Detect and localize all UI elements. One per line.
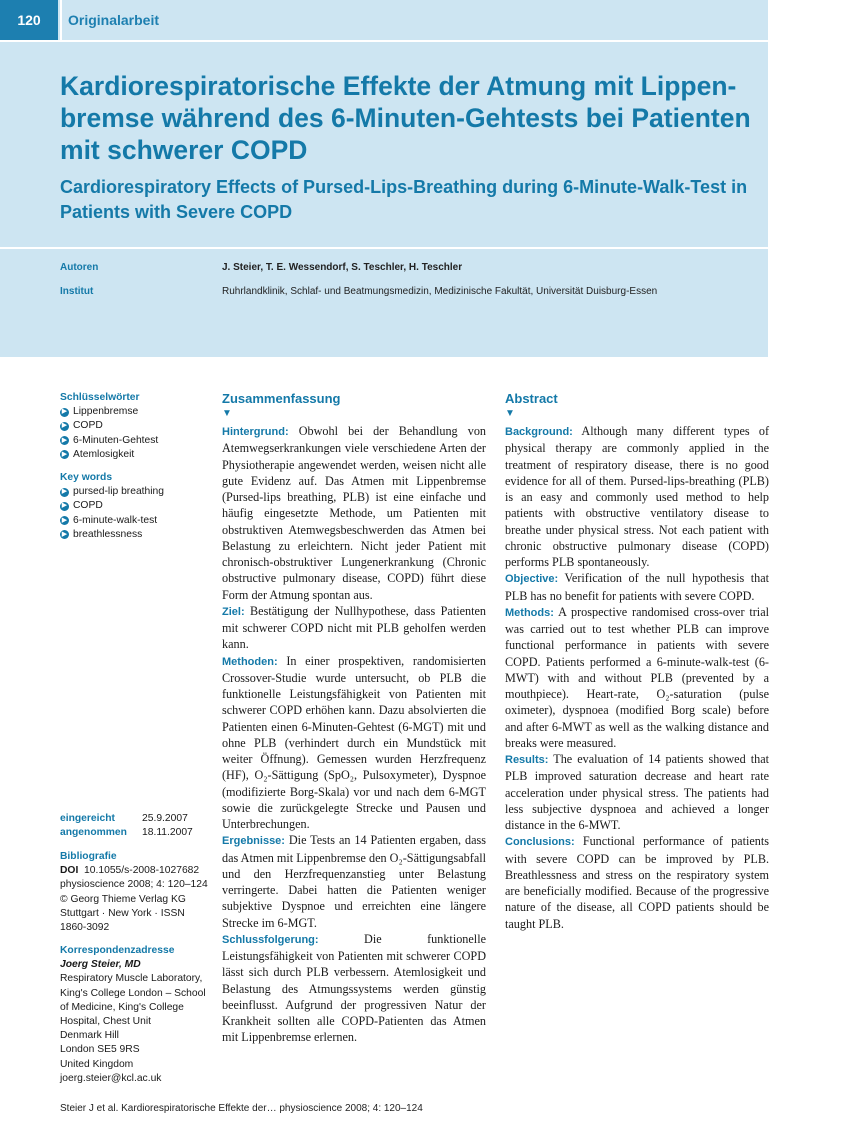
- keywords-english: [60, 471, 210, 542]
- summary-methods: [222, 653, 486, 833]
- keywords-en-label: Key words: [60, 472, 113, 483]
- label: Results:: [505, 754, 549, 766]
- bibliography-label: Bibliografie: [60, 851, 117, 862]
- correspondence-label: Korrespondenzadresse: [60, 945, 175, 956]
- title-german: Kardiorespiratorische Effekte der Atmung mit Lippenbremse während des 6-Minuten-Gehtests bei Patienten mit schwerer COPD: [60, 71, 751, 165]
- triangle-down-icon: ▼: [222, 408, 232, 419]
- bibliography: [60, 850, 210, 935]
- abstract-background: [505, 423, 769, 570]
- summary-conclusion: [222, 931, 486, 1046]
- label: Ziel:: [222, 605, 245, 618]
- authors-label: Autoren: [60, 262, 99, 273]
- arrow-right-icon: ▶: [61, 530, 68, 538]
- submission-dates: [60, 812, 193, 840]
- keyword-item: [60, 419, 210, 433]
- received-label: eingereicht: [60, 813, 115, 824]
- keyword-item: [60, 405, 210, 419]
- text: Die funktionelle Leistungsfähigkeit von Patienten mit schwerer COPD lässt sich durch PLB verbessern. Atemlosigkeit und Belastung des Atmungssystems werden günstig beeinflusst. Aufgrund der progressiven Natur der Krankheit sollten alle COPD-Patienten das Atmen mit Lippenbremse erlernen.: [222, 931, 486, 1045]
- institute-label: Institut: [60, 286, 94, 297]
- title-english: Cardiorespiratory Effects of Pursed-Lips-Breathing during 6-Minute-Walk-Test in Patients with Severe COPD: [60, 177, 748, 222]
- keyword-item: [60, 499, 210, 513]
- keyword-text: pursed-lip breathing: [73, 486, 165, 498]
- keyword-text: Atemlosigkeit: [73, 448, 135, 460]
- institute: Ruhrlandklinik, Schlaf- und Beatmungsmedizin, Medizinische Fakultät, Universität Duisburg-Essen: [222, 286, 658, 297]
- text: Die Tests an 14 Patienten ergaben, dass das Atmen mit Lippenbremse den O₂-Sättigungsabfall und den Herzfrequenzanstieg unter Belastung verringerte. Dabei hatten die Patienten weniger subjektive Dyspnoe und erreichten eine längere Strecke im 6-MGT.: [222, 833, 486, 930]
- keyword-text: COPD: [73, 420, 103, 432]
- text: Verification of the null hypothesis that PLB has no benefit for patients with severe COPD.: [505, 571, 769, 603]
- email-link[interactable]: joerg.steier@kcl.ac.uk: [60, 1072, 162, 1084]
- address-line: of Medicine, King's College: [60, 1001, 184, 1013]
- address-line: United Kingdom: [60, 1058, 134, 1070]
- arrow-right-icon: ▶: [61, 488, 68, 496]
- text: In einer prospektiven, randomisierten Crossover-Studie wurde untersucht, ob PLB die funktionelle Leistungsfähigkeit von Patienten mit schwerer COPD erhöhen kann. Dazu absolvierten die Patienten einen 6-Minuten-Gehtest (6-MGT) mit und ohne PLB (verhindert durch ein Mundstück mit weiter Öffnung). Gemessen wurden Herzfrequenz (HF), O₂-Sättigung (SpO₂, Pulsoxymeter), Dyspnoe (modifizierte Borg-Skala) vor und nach dem 6-MGT sowie die zurückgelegte Strecke und Pausen und Unterbrechungen.: [222, 653, 486, 831]
- title-rule: [0, 247, 768, 249]
- keyword-text: 6-Minuten-Gehtest: [73, 434, 159, 446]
- text: Bestätigung der Nullhypothese, dass Patienten mit schwerer COPD nicht mit PLB geholfen werden kann.: [222, 603, 486, 652]
- keyword-item: [60, 448, 210, 462]
- address-line: Respiratory Muscle Laboratory,: [60, 973, 203, 985]
- text: A prospective randomised cross-over trial was carried out to test whether PLB can improve functional performance in patients with severe COPD. Patients performed a 6-minute-walk-test (6-MWT) with and without PLB (prevented by a mouthpiece). Heart-rate, O₂-saturation (pulse oximeter), dyspnoea (modified Borg scale) before and after 6-MWT as well as the walking distance and breaks were measured.: [505, 604, 769, 750]
- correspondence: [60, 944, 210, 1086]
- footer-citation: Steier J et al. Kardiorespiratorische Effekte der… physioscience 2008; 4: 120–124: [60, 1103, 423, 1114]
- arrow-right-icon: ▶: [61, 450, 68, 458]
- text: The evaluation of 14 patients showed that PLB improved saturation decrease and heart rate acceleration under physical stress. The patients had less subjective dyspnoea and achieved a longer distance in the 6-MWT.: [505, 752, 770, 832]
- text: Although many different types of physical therapy are commonly applied in the treatment of respiratory disease, there is no good evidence for all of them. Pursed-lips-breathing (PLB) is an easy and commonly used method to help patients with obstructive ventilatory disease to breathe under physical stress. Not each patient with chronic obstructive pulmonary disease (COPD) performs PLB spontaneously.: [505, 424, 769, 569]
- abstract-methods: [505, 604, 769, 751]
- keywords-german: [60, 391, 210, 462]
- label: Methoden:: [222, 655, 278, 668]
- keywords-de-label: Schlüsselwörter: [60, 392, 140, 403]
- doi[interactable]: 10.1055/s-2008-1027682: [84, 865, 200, 877]
- label: Ergebnisse:: [222, 835, 285, 848]
- label: Hintergrund:: [222, 426, 289, 438]
- arrow-right-icon: ▶: [61, 408, 68, 416]
- accepted-label: angenommen: [60, 827, 127, 839]
- keyword-item: [60, 434, 210, 448]
- address-line: King's College London – School: [60, 987, 206, 999]
- label: Methods:: [505, 606, 554, 619]
- header-separator: [60, 0, 62, 40]
- summary-german: [222, 391, 486, 1046]
- arrow-right-icon: ▶: [61, 436, 68, 444]
- summary-background: [222, 423, 486, 603]
- label: Objective:: [505, 573, 559, 586]
- address-line: Hospital, Chest Unit: [60, 1016, 151, 1028]
- keyword-text: 6-minute-walk-test: [73, 514, 158, 526]
- received-date: 25.9.2007: [142, 813, 188, 824]
- abstract-conclusions: [505, 833, 769, 932]
- abstract-objective: [505, 570, 769, 604]
- correspondence-name: Joerg Steier, MD: [60, 959, 141, 971]
- doi-label: DOI: [60, 865, 79, 877]
- arrow-right-icon: ▶: [61, 502, 68, 510]
- abstract-heading: Abstract: [505, 391, 558, 406]
- citation: physioscience 2008; 4: 120–124 © Georg Thieme Verlag KG Stuttgart · New York · ISSN 1860-3092: [60, 879, 208, 934]
- keyword-text: COPD: [73, 500, 103, 512]
- label: Schlussfolgerung:: [222, 933, 319, 946]
- arrow-right-icon: ▶: [61, 516, 68, 524]
- address-line: Denmark Hill: [60, 1030, 119, 1042]
- label: Background:: [505, 426, 573, 438]
- text: Obwohl bei der Behandlung von Atemwegserkrankungen viele verschiedene Arten der Physiotherapie angewendet werden, weisen nicht alle gute Evidenz auf. Das Atmen mit Lippenbremse (Pursed-lips breathing, PLB) ist eine einfache und häufig eingesetzte Methode, um Patienten mit obstruktiven Atemwegsbeschwerden das Atmen bei Belastung zu erleichtern. Nicht jeder Patient mit chronisch-obstruktiver Lungenerkrankung (Chronic obstructive pulmonary disease, COPD) führt diese Form der Atmung spontan aus.: [222, 424, 487, 602]
- address-line: London SE5 9RS: [60, 1044, 140, 1056]
- summary-heading: Zusammenfassung: [222, 391, 341, 406]
- summary-results: [222, 832, 486, 931]
- triangle-down-icon: ▼: [505, 408, 515, 419]
- section-label: Originalarbeit: [68, 12, 160, 28]
- keyword-text: Lippenbremse: [73, 406, 139, 418]
- abstract-results: [505, 751, 769, 833]
- summary-aim: [222, 603, 486, 653]
- keyword-item: [60, 514, 210, 528]
- page-number: 120: [0, 0, 58, 40]
- accepted-date: 18.11.2007: [142, 827, 193, 839]
- keyword-item: [60, 485, 210, 499]
- label: Conclusions:: [505, 836, 575, 849]
- text: Functional performance of patients with severe COPD can be improved by PLB. Breathlessness and stress on the respiratory system are beneficially modified. Because of the progressive nature of the disease, all COPD patients should be taught PLB.: [505, 834, 769, 931]
- header-rule: [0, 40, 768, 42]
- keyword-text: breathlessness: [73, 528, 143, 540]
- keyword-item: [60, 528, 210, 542]
- abstract-english: [505, 391, 769, 932]
- arrow-right-icon: ▶: [61, 422, 68, 430]
- authors: J. Steier, T. E. Wessendorf, S. Teschler, H. Teschler: [222, 262, 463, 273]
